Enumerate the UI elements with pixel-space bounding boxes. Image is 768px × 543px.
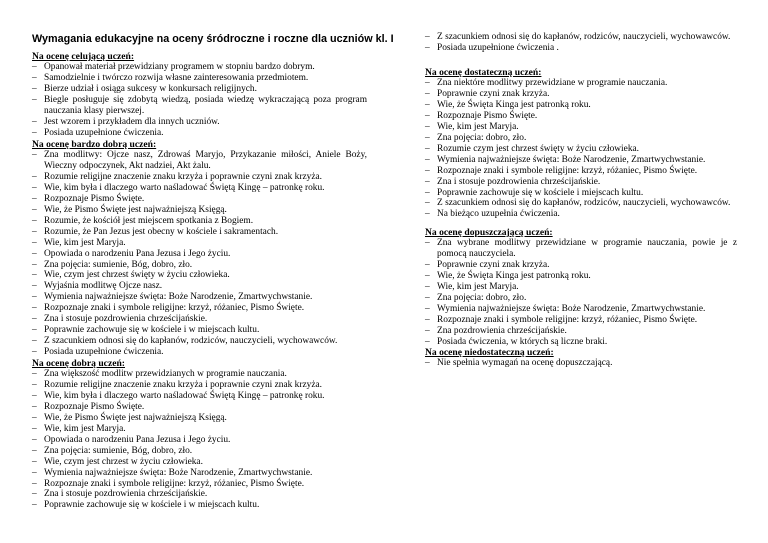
list-item: – Zna pojęcia: sumienie, Bóg, dobro, zło. (32, 260, 367, 271)
list-item: – Posiada ćwiczenia, w których są liczne braki. (425, 337, 737, 348)
list-item: – Poprawnie zachowuje się w kościele i w miejscach kultu. (32, 500, 367, 511)
list-item: – Rozpoznaje Pismo Święte. (32, 402, 367, 413)
requirements-list (425, 238, 737, 348)
section-niedostateczna (425, 347, 737, 369)
list-item: – Wie, że Pismo Święte jest najważniejszą Księgą. (32, 413, 367, 424)
list-item: – Zna i stosuje pozdrowienia chrześcijańskie. (32, 314, 367, 325)
section-heading: Na ocenę niedostateczną uczeń: (425, 347, 554, 358)
list-item: – Rozpoznaje znaki i symbole religijne: krzyż, różaniec, Pismo Święte. (32, 479, 367, 490)
document-title: Wymagania edukacyjne na oceny śródroczne i roczne dla uczniów kl. I (32, 33, 394, 45)
list-item: – Rozumie religijne znaczenie znaku krzyża i poprawnie czyni znak krzyża. (32, 172, 367, 183)
requirements-list (32, 150, 367, 358)
list-item: – Rozumie czym jest chrzest święty w życiu człowieka. (425, 144, 737, 155)
list-item: – Wie, że Pismo Święte jest najważniejszą Księgą. (32, 205, 367, 216)
list-item: – Zna i stosuje pozdrowienia chrześcijańskie. (425, 177, 737, 188)
list-item: – Zna modlitwy: Ojcze nasz, Zdrowaś Maryjo, Przykazanie miłości, Aniele Boży, Wieczny odpoczynek, Akt nadziei, Akt żalu. (32, 150, 367, 172)
list-item: – Wie, że Święta Kinga jest patronką roku. (425, 100, 737, 111)
list-item: – Wie, kim jest Maryja. (425, 122, 737, 133)
list-item: – Wymienia najważniejsze święta: Boże Narodzenie, Zmartwychwstanie. (425, 155, 737, 166)
list-item: – Bierze udział i osiąga sukcesy w konkursach religijnych. (32, 84, 367, 95)
list-item: – Nie spełnia wymagań na ocenę dopuszczającą. (425, 358, 737, 369)
list-item: – Opanował materiał przewidziany programem w stopniu bardzo dobrym. (32, 62, 367, 73)
list-item: – Zna pojęcia: dobro, zło. (425, 293, 737, 304)
list-item: – Wymienia najważniejsze święta: Boże Narodzenie, Zmartwychwstanie. (32, 292, 367, 303)
list-item: – Zna pojęcia: dobro, zło. (425, 133, 737, 144)
list-item: – Poprawnie czyni znak krzyża. (425, 89, 737, 100)
list-item: – Wie, kim jest Maryja. (32, 238, 367, 249)
section-dobra (32, 358, 367, 511)
requirements-list (425, 78, 737, 220)
list-item: – Posiada uzupełnione ćwiczenia. (32, 347, 367, 358)
list-item: – Poprawnie zachowuje się w kościele i w miejscach kultu. (32, 325, 367, 336)
section-dopuszczajaca (425, 227, 737, 348)
list-item: – Rozumie religijne znaczenie znaku krzyża i poprawnie czyni znak krzyża. (32, 380, 367, 391)
section-dostateczna (425, 67, 737, 220)
list-item: – Wyjaśnia modlitwę Ojcze nasz. (32, 281, 367, 292)
section-heading: Na ocenę bardzo dobrą uczeń: (32, 139, 157, 150)
list-item: – Biegle posługuje się zdobytą wiedzą, posiada wiedzę wykraczającą poza program nauczania klasy pierwszej. (32, 95, 367, 117)
list-item: – Z szacunkiem odnosi się do kapłanów, rodziców, nauczycieli, wychowawców. (425, 198, 737, 209)
list-item: – Wie, kim jest Maryja. (32, 424, 367, 435)
list-item: – Rozpoznaje znaki i symbole religijne: krzyż, różaniec, Pismo Święte. (425, 315, 737, 326)
list-item: – Zna większość modlitw przewidzianych w programie nauczania. (32, 369, 367, 380)
list-item: – Wie, kim jest Maryja. (425, 282, 737, 293)
list-item: – Samodzielnie i twórczo rozwija własne zainteresowania przedmiotem. (32, 73, 367, 84)
list-item: – Posiada uzupełnione ćwiczenia . (425, 43, 737, 54)
section-heading: Na ocenę dostateczną uczeń: (425, 67, 542, 78)
list-item: – Zna pozdrowienia chrześcijańskie. (425, 326, 737, 337)
section-heading: Na ocenę dopuszczającą uczeń: (425, 227, 553, 238)
list-item: – Z szacunkiem odnosi się do kapłanów, rodziców, nauczycieli, wychowawców. (32, 336, 367, 347)
list-item: – Wie, czym jest chrzest w życiu człowieka. (32, 457, 367, 468)
list-item: – Zna pojęcia: sumienie, Bóg, dobro, zło. (32, 446, 367, 457)
list-item: – Zna wybrane modlitwy przewidziane w programie nauczania, powie je z pomocą nauczyciela. (425, 238, 737, 260)
list-item: – Opowiada o narodzeniu Pana Jezusa i Jego życiu. (32, 249, 367, 260)
list-item: – Wie, że Święta Kinga jest patronką roku. (425, 271, 737, 282)
requirements-list (425, 32, 737, 54)
requirements-list (32, 62, 367, 139)
list-item: – Poprawnie czyni znak krzyża. (425, 260, 737, 271)
list-item: – Rozpoznaje Pismo Święte. (425, 111, 737, 122)
section-bardzo-dobra (32, 139, 367, 358)
section-heading: Na ocenę dobrą uczeń: (32, 358, 125, 369)
list-item: – Na bieżąco uzupełnia ćwiczenia. (425, 209, 737, 220)
section-heading: Na ocenę celującą uczeń: (32, 51, 135, 62)
list-item: – Wie, kim była i dlaczego warto naśladować Świętą Kingę – patronkę roku. (32, 183, 367, 194)
list-item: – Rozpoznaje Pismo Święte. (32, 194, 367, 205)
list-item: – Z szacunkiem odnosi się do kapłanów, rodziców, nauczycieli, wychowawców. (425, 32, 737, 43)
section-dobra-continued (425, 32, 737, 54)
list-item: – Zna i stosuje pozdrowienia chrześcijańskie. (32, 489, 367, 500)
list-item: – Posiada uzupełnione ćwiczenia. (32, 128, 367, 139)
list-item: – Zna niektóre modlitwy przewidziane w programie nauczania. (425, 78, 737, 89)
list-item: – Wie, czym jest chrzest święty w życiu człowieka. (32, 270, 367, 281)
list-item: – Rozpoznaje znaki i symbole religijne: krzyż, różaniec, Pismo Święte. (32, 303, 367, 314)
requirements-list (425, 358, 737, 369)
list-item: – Rozpoznaje znaki i symbole religijne: krzyż, różaniec, Pismo Święte. (425, 166, 737, 177)
list-item: – Wymienia najważniejsze święta: Boże Narodzenie, Zmartwychwstanie. (32, 468, 367, 479)
list-item: – Rozumie, że kościół jest miejscem spotkania z Bogiem. (32, 216, 367, 227)
section-celujaca (32, 51, 367, 139)
requirements-list (32, 369, 367, 511)
list-item: – Poprawnie zachowuje się w kościele i miejscach kultu. (425, 188, 737, 199)
list-item: – Wie, kim była i dlaczego warto naśladować Świętą Kingę – patronkę roku. (32, 391, 367, 402)
list-item: – Opowiada o narodzeniu Pana Jezusa i Jego życiu. (32, 435, 367, 446)
list-item: – Rozumie, że Pan Jezus jest obecny w kościele i sakramentach. (32, 227, 367, 238)
list-item: – Wymienia najważniejsze święta: Boże Narodzenie, Zmartwychwstanie. (425, 304, 737, 315)
list-item: – Jest wzorem i przykładem dla innych uczniów. (32, 117, 367, 128)
